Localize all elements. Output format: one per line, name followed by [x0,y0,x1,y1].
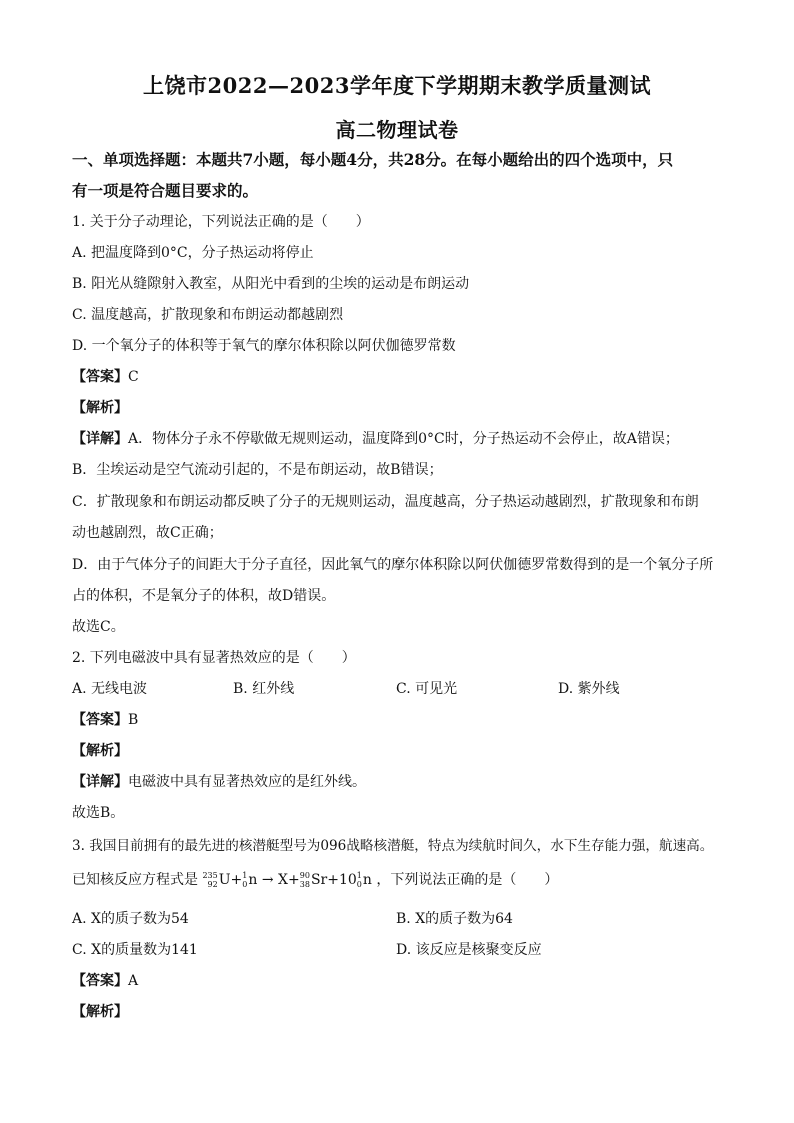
nuclear-equation [202,872,376,888]
q2-analysis-tag: 【解析】 [72,743,128,759]
sr-charge-number: 38 [299,880,310,889]
q1-answer [72,367,732,387]
n-symbol: n [362,872,372,888]
q2-option-d: D. 紫外线 [558,681,620,697]
q1-conclusion: 故选C。 [72,619,125,635]
q2-option-a: A. 无线电波 [72,681,148,697]
section-heading-line-1: 一、单项选择题：本题共7小题，每小题4分，共28分。在每小题给出的四个选项中，只 [72,150,674,169]
answer-value: B [128,712,139,728]
u-nuclide-numbers [202,871,217,889]
q1-option-d: D. 一个氧分子的体积等于氧气的摩尔体积除以阿伏伽德罗常数 [72,338,456,354]
q3-option-d: D. 该反应是核聚变反应 [396,942,542,958]
sr-nuclide-numbers [300,871,310,889]
n-charge-number: 0 [356,880,362,889]
n-mass-number: 1 [242,871,248,880]
n-nuclide-numbers [242,871,247,889]
q3-stem-line-1: 3. 我国目前拥有的最先进的核潜艇型号为096战略核潜艇，特点为续航时间久，水下生存能力强，航速高。 [72,838,714,854]
q2-conclusion: 故选B。 [72,805,125,821]
q2-stem: 2. 下列电磁波中具有显著热效应的是（ ） [72,650,356,666]
section-heading-line-2: 有一项是符合题目要求的。 [72,181,259,200]
detail-tag: 【详解】 [72,774,128,790]
q3-answer [72,971,732,991]
q1-detail-line-6: 占的体积，不是氧分子的体积，故D错误。 [72,588,336,604]
q1-detail-line-1 [72,429,732,449]
answer-tag: 【答案】 [72,712,128,728]
page-title: 上饶市2022—2023学年度下学期期末教学质量测试 [143,73,651,98]
q2-option-c: C. 可见光 [396,681,458,697]
q2-detail [72,772,732,792]
n-symbol: n [248,872,258,888]
sr-symbol: Sr [310,872,328,888]
q3-option-a: A. X的质子数为54 [72,911,189,927]
u-symbol: U [218,872,231,888]
answer-tag: 【答案】 [72,973,128,989]
n-nuclide-numbers [357,871,362,889]
q2-option-b: B. 红外线 [233,681,295,697]
plus-sign: + [288,872,300,888]
detail-text: A．物体分子永不停歇做无规则运动，温度降到0°C时，分子热运动不会停止，故A错误； [128,431,679,447]
n-charge-number: 0 [242,880,248,889]
sr-mass-number: 90 [299,871,310,880]
q1-detail-line-4: 动也越剧烈，故C正确； [72,525,223,541]
detail-tag: 【详解】 [72,431,128,447]
q3-option-c: C. X的质量数为141 [72,942,198,958]
q3-stem-suffix: ，下列说法正确的是（ ） [376,872,559,888]
q3-analysis-tag: 【解析】 [72,1004,128,1020]
x-symbol: X [278,872,289,888]
q1-analysis-tag: 【解析】 [72,400,128,416]
q1-option-a: A. 把温度降到0°C，分子热运动将停止 [72,245,314,261]
answer-tag: 【答案】 [72,369,128,385]
answer-value: C [128,369,139,385]
u-charge-number: 92 [207,880,218,889]
q1-detail-line-2: B．尘埃运动是空气流动引起的，不是布朗运动，故B错误； [72,462,443,478]
q1-option-b: B. 阳光从缝隙射入教室，从阳光中看到的尘埃的运动是布朗运动 [72,276,470,292]
q1-detail-line-3: C．扩散现象和布朗运动都反映了分子的无规则运动，温度越高，分子热运动越剧烈，扩散现象和布朗 [72,494,699,510]
detail-text: 电磁波中具有显著热效应的是红外线。 [128,774,366,790]
plus-sign: + [230,872,243,888]
plus-sign: + [327,872,339,888]
q3-option-b: B. X的质子数为64 [396,911,513,927]
q3-stem-line-2 [72,870,732,890]
q2-answer [72,710,732,730]
page-subtitle: 高二物理试卷 [335,118,459,142]
q1-option-c: C. 温度越高，扩散现象和布朗运动都越剧烈 [72,307,344,323]
neutron-coefficient: 10 [338,872,357,888]
q1-detail-line-5: D．由于气体分子的间距大于分子直径，因此氧气的摩尔体积除以阿伏伽德罗常数得到的是一个氧分子所 [72,557,714,573]
reaction-arrow: → [261,872,274,888]
answer-value: A [128,973,139,989]
u-mass-number: 235 [202,871,218,880]
q1-stem: 1. 关于分子动理论，下列说法正确的是（ ） [72,214,370,230]
n-mass-number: 1 [356,871,362,880]
q3-stem-prefix: 已知核反应方程式是 [72,872,198,888]
